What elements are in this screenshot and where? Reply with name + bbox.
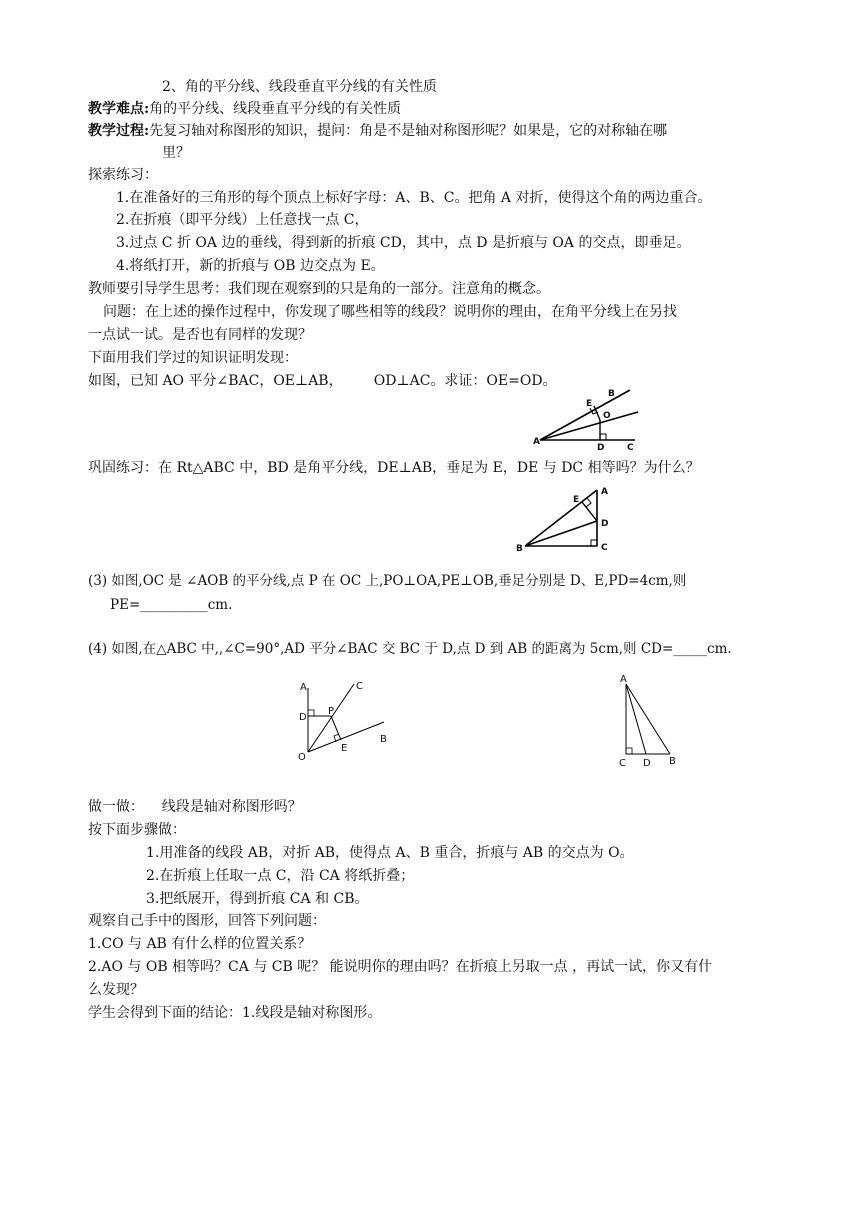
teacher-guidance: 教师要引导学生思考：我们现在观察到的只是角的一部分。注意角的概念。 xyxy=(88,281,550,297)
fig3-label-p: P xyxy=(328,706,335,717)
fig2-label-b: B xyxy=(516,544,523,554)
fig3-label-b: B xyxy=(380,734,387,745)
fig2-label-d: D xyxy=(601,519,609,529)
exploration-heading: 探索练习： xyxy=(88,167,158,183)
fig4-label-c: C xyxy=(619,758,626,769)
teaching-difficulty-label: 教学难点: xyxy=(88,101,150,117)
fig1-label-a: A xyxy=(533,437,540,447)
fig4-label-d: D xyxy=(643,758,651,769)
fig1-label-e: E xyxy=(586,399,593,409)
observation-intro: 观察自己手中的图形，回答下列问题： xyxy=(88,913,326,929)
activity-heading: 做一做： 线段是轴对称图形吗？ xyxy=(88,799,302,815)
heading-item-2: 2、角的平分线、线段垂直平分线的有关性质 xyxy=(162,79,437,95)
proof-intro: 下面用我们学过的知识证明发现： xyxy=(88,350,298,366)
fig1-label-o: O xyxy=(603,411,611,421)
fig4-label-a: A xyxy=(620,674,627,685)
steps-intro: 按下面步骤做： xyxy=(88,822,186,838)
observation-q2: 2.AO 与 OB 相等吗？CA 与 CB 呢？ 能说明你的理由吗？在折痕上另取一点 ，再试一试，你又有什 xyxy=(88,959,713,975)
fig3-label-o: O xyxy=(298,752,306,763)
figure-triangle-abc xyxy=(614,672,684,772)
teaching-difficulty-row xyxy=(88,99,401,119)
activity-step-1: 1.用准备的线段 AB，对折 AB，使得点 A、B 重合，折痕与 AB 的交点为 O。 xyxy=(146,845,634,861)
activity-step-3: 3.把纸展开，得到折痕 CA 和 CB。 xyxy=(146,891,369,907)
teaching-difficulty-text: 角的平分线、线段垂直平分线的有关性质 xyxy=(149,101,402,117)
fig2-label-c: C xyxy=(601,543,608,553)
step-1: 1.在准备好的三角形的每个顶点上标好字母：A、B、C。把角 A 对折，使得这个角的两边重合。 xyxy=(116,190,712,206)
teaching-process-row xyxy=(88,121,667,141)
paragraph-line: 里？ xyxy=(162,145,190,161)
exercise-3-blank: PE=__________cm. xyxy=(110,597,233,613)
step-2: 2.在折痕（即平分线）上任意找一点 C， xyxy=(116,212,369,228)
fig1-label-b: B xyxy=(608,389,615,399)
consolidation-exercise: 巩固练习：在 Rt△ABC 中，BD 是角平分线，DE⊥AB，垂足为 E，DE 与 DC 相等吗？为什么？ xyxy=(88,460,700,476)
fig3-label-a: A xyxy=(300,682,307,693)
observation-q2-cont: 么发现？ xyxy=(88,982,144,998)
fig2-label-e: E xyxy=(573,495,580,505)
activity-step-2: 2.在折痕上任取一点 C，沿 CA 将纸折叠； xyxy=(146,868,415,884)
step-3: 3.过点 C 折 OA 边的垂线，得到新的折痕 CD，其中，点 D 是折痕与 OA 的交点，即垂足。 xyxy=(116,235,691,251)
figure-right-triangle xyxy=(515,484,615,554)
step-4: 4.将纸打开，新的折痕与 OB 边交点为 E。 xyxy=(116,258,385,274)
exercise-4: (4) 如图,在△ABC 中,,∠C=90°,AD 平分∠BAC 交 BC 于 D,点 D 到 AB 的距离为 5cm,则 CD=_____cm. xyxy=(88,641,732,657)
fig3-label-d: D xyxy=(299,712,307,723)
teaching-process-text: 先复习轴对称图形的知识，提问：角是不是轴对称图形呢？如果是，它的对称轴在哪 xyxy=(149,123,668,139)
figure-angle-aob xyxy=(296,676,396,766)
fig1-label-c: C xyxy=(627,443,634,453)
proof-statement: 如图，已知 AO 平分∠BAC，OE⊥AB， OD⊥AC。求证：OE=OD。 xyxy=(88,373,557,389)
fig2-label-a: A xyxy=(601,487,608,497)
fig3-label-e: E xyxy=(341,743,348,754)
observation-q1: 1.CO 与 AB 有什么样的位置关系？ xyxy=(88,936,312,952)
question-text-cont: 一点试一试。是否也有同样的发现？ xyxy=(88,327,312,343)
fig1-label-d: D xyxy=(597,443,605,453)
fig4-label-b: B xyxy=(669,756,676,767)
teaching-process-label: 教学过程: xyxy=(88,123,150,139)
exercise-3: (3) 如图,OC 是 ∠AOB 的平分线,点 P 在 OC 上,PO⊥OA,PE⊥OB,垂足分别是 D、E,PD=4cm,则 xyxy=(88,573,687,589)
question-text: 问题：在上述的操作过程中，你发现了哪些相等的线段？说明你的理由，在角平分线上在另找 xyxy=(103,304,677,320)
fig3-label-c: C xyxy=(356,681,363,692)
conclusion: 学生会得到下面的结论：1.线段是轴对称图形。 xyxy=(88,1005,382,1021)
figure-angle-bisector xyxy=(532,384,652,454)
